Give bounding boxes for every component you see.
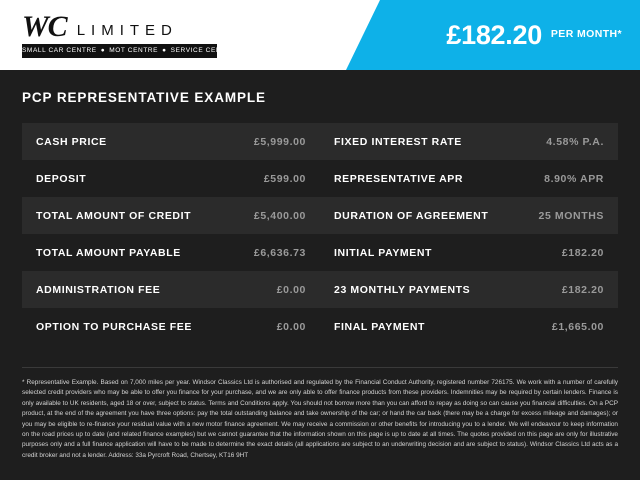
page-title: PCP REPRESENTATIVE EXAMPLE xyxy=(22,90,266,105)
table-row xyxy=(22,271,320,308)
row-value: £0.00 xyxy=(276,283,306,296)
monthly-price-label: PER MONTH* xyxy=(550,28,622,40)
bullet-icon: ● xyxy=(162,47,167,54)
row-value: £5,400.00 xyxy=(253,209,306,222)
bullet-icon: ● xyxy=(100,47,106,54)
row-label: FIXED INTEREST RATE xyxy=(334,135,462,148)
row-value: £182.20 xyxy=(561,283,604,296)
row-label: OPTION TO PURCHASE FEE xyxy=(36,320,192,333)
finance-table-left xyxy=(22,123,320,345)
row-label: ADMINISTRATION FEE xyxy=(36,283,161,296)
logo-initials: WC xyxy=(22,10,67,43)
row-label: INITIAL PAYMENT xyxy=(334,246,433,259)
table-row xyxy=(320,197,618,234)
disclaimer-text: * Representative Example. Based on 7,000 miles per year. Windsor Classics Ltd is authorised and regulated by the Financial Conduct Authority, registered number 726175. We work with a number of carefully selected credit providers who may be able to offer you finance for your purchase, and we are only able to offer finance products from these providers. Indemnities may be required by certain lenders. Finance is only available to UK residents, aged 18 or over, subject to status. Terms and Conditions apply. You should not borrow more than you can afford to repay as doing so can cause you financial difficulties. On a PCP product, at the end of the agreement you have three options: pay the total outstanding balance and take ownership of the car; or hand the car back (there may be a charge for excess mileage and damages); or you may be eligible to re-finance your residual value with a new motor finance agreement. We may receive a commission or other benefits for introducing you to a lender. We will endeavour to keep information on the road prices up to date (and related finance examples) but we cannot guarantee that the information shown on this page is up to date at all times. The quotes provided on this page are only for illustrative purposes only and a full finance application will have to be made to determine the exact details (all applications are subject to an underwriting decision and are subject to status). Windsor Classics Ltd acts as a credit broker and not a lender. Address: 33a Pyrcroft Road, Chertsey, KT16 9HT xyxy=(22,379,618,459)
row-value: £599.00 xyxy=(263,172,306,185)
table-row xyxy=(320,308,618,345)
company-logo[interactable] xyxy=(22,8,237,60)
table-row xyxy=(320,271,618,308)
row-value: 8.90% APR xyxy=(544,172,604,185)
logo-wordmark xyxy=(22,8,217,42)
row-label: TOTAL AMOUNT OF CREDIT xyxy=(36,209,192,222)
row-value: £6,636.73 xyxy=(253,246,306,259)
row-label: TOTAL AMOUNT PAYABLE xyxy=(36,246,181,259)
table-row xyxy=(22,123,320,160)
row-value: 4.58% P.A. xyxy=(546,135,604,148)
finance-table-right xyxy=(320,123,618,345)
table-row xyxy=(22,160,320,197)
table-row xyxy=(320,160,618,197)
table-row xyxy=(22,308,320,345)
logo-service-mot-centre: MOT CENTRE xyxy=(109,47,159,54)
row-value: £182.20 xyxy=(561,246,604,259)
table-row xyxy=(22,234,320,271)
header-bar xyxy=(0,0,640,70)
row-label: 23 MONTHLY PAYMENTS xyxy=(334,283,471,296)
row-label: REPRESENTATIVE APR xyxy=(334,172,464,185)
finance-tables xyxy=(0,105,640,345)
row-label: CASH PRICE xyxy=(36,135,107,148)
table-row xyxy=(22,197,320,234)
logo-service-service-centre: SERVICE CENTRE xyxy=(170,47,237,54)
row-value: £0.00 xyxy=(276,320,306,333)
logo-limited-text: LIMITED xyxy=(76,22,178,39)
monthly-price-amount: £182.20 xyxy=(446,19,542,50)
row-value: 25 MONTHS xyxy=(538,209,604,222)
row-label: DURATION OF AGREEMENT xyxy=(334,209,489,222)
table-row xyxy=(320,123,618,160)
row-value: £5,999.00 xyxy=(253,135,306,148)
row-label: DEPOSIT xyxy=(36,172,87,185)
table-row xyxy=(320,234,618,271)
logo-service-small-car-centre: SMALL CAR CENTRE xyxy=(22,47,97,54)
logo-services-strip xyxy=(22,44,237,58)
row-value: £1,665.00 xyxy=(551,320,604,333)
monthly-price-banner xyxy=(380,0,640,70)
row-label: FINAL PAYMENT xyxy=(334,320,426,333)
